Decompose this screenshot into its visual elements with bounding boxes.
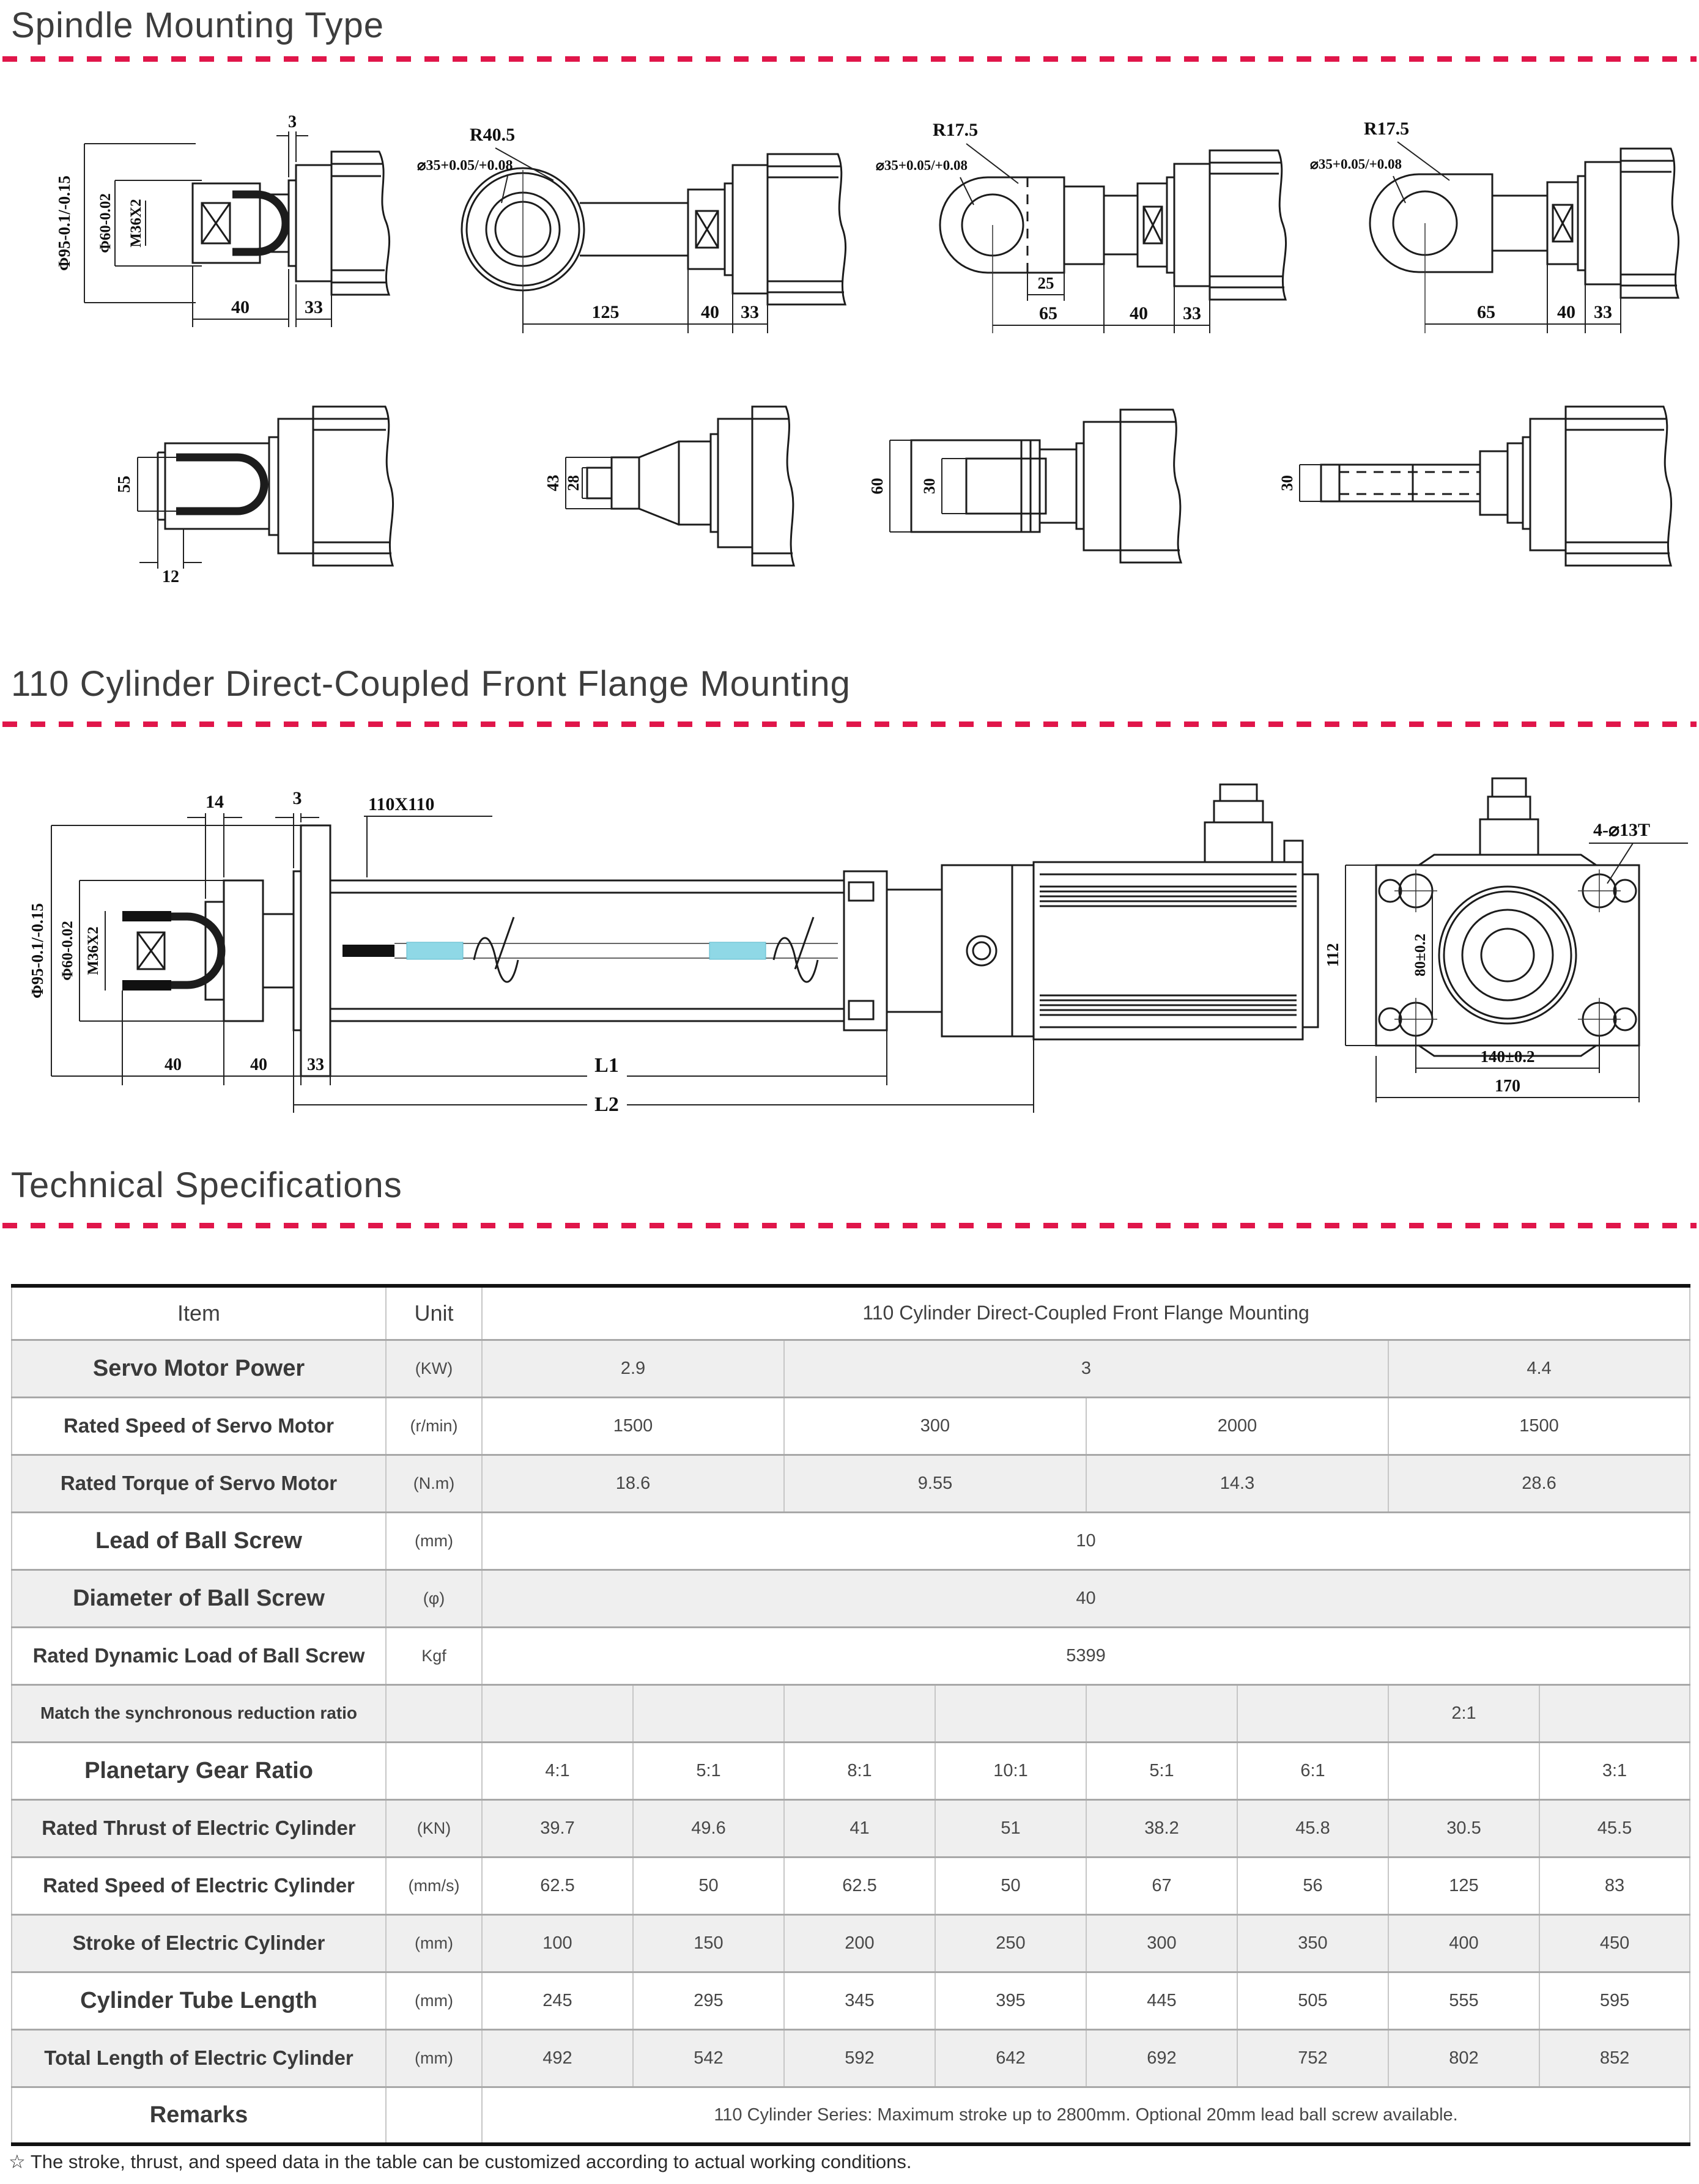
cell-value: 852 [1539,2029,1690,2087]
cell-value: 445 [1086,1972,1237,2029]
cell-value: 83 [1539,1857,1690,1914]
cell-value: 642 [935,2029,1086,2087]
cell-value [1086,1684,1237,1742]
cell-value: 592 [784,2029,935,2087]
col-header-item: Item [12,1286,386,1340]
table-row [12,1742,1690,1799]
cell-item: Remarks [12,2087,386,2144]
cell-value: 125 [1388,1857,1539,1914]
cell-unit: Kgf [386,1627,482,1684]
spec-table [11,1284,1690,2146]
cell-value: 100 [482,1914,633,1972]
cell-value [935,1684,1086,1742]
dim-label: 3 [288,113,297,131]
cell-value: 300 [784,1397,1086,1455]
cell-value: 595 [1539,1972,1690,2029]
cell-unit: (N.m) [386,1455,482,1512]
dim-label: R17.5 [1364,119,1410,139]
cell-value: 28.6 [1388,1455,1690,1512]
cell-item: Stroke of Electric Cylinder [12,1914,386,1972]
cell-value: 62.5 [482,1857,633,1914]
table-header-row [12,1286,1690,1340]
cell-value [1237,1684,1388,1742]
cell-value: 10:1 [935,1742,1086,1799]
table-row [12,1627,1690,1684]
table-row [12,1972,1690,2029]
cell-value: 295 [633,1972,784,2029]
drawing-rod-eye-mount [416,98,856,349]
drawing-clevis-eye-offset [875,98,1303,349]
cell-value: 542 [633,2029,784,2087]
dim-label: 3 [292,788,302,808]
dim-label: 140±0.2 [1480,1047,1535,1066]
drawing-clevis-eye [1309,98,1694,349]
cell-remarks: 110 Cylinder Series: Maximum stroke up to 2800mm. Optional 20mm lead ball screw available. [482,2087,1690,2144]
drawing-threaded-spindle-side [49,98,398,349]
cell-unit: (r/min) [386,1397,482,1455]
dim-label: 33 [741,302,759,322]
red-dashed-divider [2,1223,1697,1228]
dim-label: 170 [1495,1077,1520,1096]
cell-unit: (mm) [386,1972,482,2029]
cell-value: 350 [1237,1914,1388,1972]
cell-value: 40 [482,1570,1690,1627]
cell-item: Rated Speed of Servo Motor [12,1397,386,1455]
table-row [12,1512,1690,1570]
cell-value [482,1684,633,1742]
cell-value: 5399 [482,1627,1690,1684]
cell-item: Planetary Gear Ratio [12,1742,386,1799]
dim-label: 43 [544,474,562,492]
cell-value: 400 [1388,1914,1539,1972]
cell-value: 245 [482,1972,633,2029]
dim-label: 28 [564,475,582,491]
footnote: ☆ The stroke, thrust, and speed data in the table can be customized according to actual working conditions. [9,2151,912,2172]
cell-value: 56 [1237,1857,1388,1914]
cell-unit: (mm) [386,1914,482,1972]
cell-item: Rated Speed of Electric Cylinder [12,1857,386,1914]
dim-label: ⌀35+0.05/+0.08 [417,158,513,174]
cell-value: 10 [482,1512,1690,1570]
dim-label: 33 [1183,303,1201,323]
cell-value: 3:1 [1539,1742,1690,1799]
cell-value: 250 [935,1914,1086,1972]
cell-item: Rated Torque of Servo Motor [12,1455,386,1512]
cell-value: 49.6 [633,1799,784,1857]
cell-value: 2000 [1086,1397,1388,1455]
dim-label: 40 [1130,303,1148,323]
dim-label: 33 [307,1055,324,1074]
table-row [12,1455,1690,1512]
cell-value [633,1684,784,1742]
dim-label: 125 [591,302,620,322]
drawing-cylinder-assembly [24,767,1688,1116]
cell-item: Servo Motor Power [12,1340,386,1397]
cell-value: 802 [1388,2029,1539,2087]
cell-item: Rated Dynamic Load of Ball Screw [12,1627,386,1684]
dim-label: 33 [1594,302,1612,322]
cell-value: 150 [633,1914,784,1972]
cell-value: 41 [784,1799,935,1857]
cell-value: 8:1 [784,1742,935,1799]
drawing-threaded-rod [1260,385,1688,587]
cell-value [1388,1742,1539,1799]
cell-value: 50 [935,1857,1086,1914]
section-title-flange-mounting: 110 Cylinder Direct-Coupled Front Flange Mounting [11,664,851,704]
dim-label: 40 [1557,302,1575,322]
cell-unit: (KW) [386,1340,482,1397]
cell-value: 1500 [1388,1397,1690,1455]
cell-value: 18.6 [482,1455,784,1512]
table-row [12,2029,1690,2087]
drawing-stud-end [428,385,807,587]
section-title-spindle-mounting: Spindle Mounting Type [11,6,385,45]
dim-label: M36X2 [128,199,144,248]
dim-label: M36X2 [85,926,102,975]
table-row [12,2087,1690,2144]
cell-value: 345 [784,1972,935,2029]
cell-value: 45.8 [1237,1799,1388,1857]
cell-value: 5:1 [1086,1742,1237,1799]
cell-value: 50 [633,1857,784,1914]
cell-value: 45.5 [1539,1799,1690,1857]
dim-label: Φ95-0.1/-0.15 [28,903,46,998]
table-row [12,1397,1690,1455]
cell-item: Rated Thrust of Electric Cylinder [12,1799,386,1857]
dim-label: 55 [115,476,134,493]
cell-value: 30.5 [1388,1799,1539,1857]
dim-label: 40 [231,297,250,317]
cell-value: 2.9 [482,1340,784,1397]
dim-label: ⌀35+0.05/+0.08 [876,158,968,173]
dim-label: 112 [1323,943,1342,967]
cell-value: 38.2 [1086,1799,1237,1857]
cell-value: 1500 [482,1397,784,1455]
cell-value: 5:1 [633,1742,784,1799]
cell-value: 39.7 [482,1799,633,1857]
dim-label: 110X110 [368,794,435,814]
dim-label: L1 [594,1054,619,1077]
cell-unit: (mm) [386,2029,482,2087]
cell-value: 51 [935,1799,1086,1857]
dim-label: 60 [868,478,886,495]
spec-table-wrap [11,1284,1690,2146]
section-title-technical-specifications: Technical Specifications [11,1165,402,1205]
cell-value: 200 [784,1914,935,1972]
cell-value: 300 [1086,1914,1237,1972]
dim-label: 12 [162,567,179,586]
cell-unit [386,2087,482,2144]
dim-label: R17.5 [933,120,979,140]
red-dashed-divider [2,56,1697,62]
dim-label: 14 [205,792,224,812]
cell-value: 9.55 [784,1455,1086,1512]
dim-label: 25 [1037,274,1054,292]
cell-value: 6:1 [1237,1742,1388,1799]
dim-label: ⌀35+0.05/+0.08 [1310,157,1402,172]
cell-unit: (mm/s) [386,1857,482,1914]
cell-value: 3 [784,1340,1388,1397]
cell-value: 492 [482,2029,633,2087]
cell-value: 4.4 [1388,1340,1690,1397]
dim-label: 40 [165,1055,182,1074]
dim-label: 33 [305,297,323,317]
table-row [12,1340,1690,1397]
cell-item: Diameter of Ball Screw [12,1570,386,1627]
dim-label: Φ60-0.02 [59,921,76,981]
table-row [12,1799,1690,1857]
cell-value: 555 [1388,1972,1539,2029]
table-row [12,1684,1690,1742]
dim-label: Φ95-0.1/-0.15 [55,175,73,271]
table-row [12,1857,1690,1914]
cell-value: 692 [1086,2029,1237,2087]
dim-label: 4-⌀13T [1593,820,1651,840]
cell-unit [386,1684,482,1742]
dim-label: 65 [1477,302,1495,322]
drawing-fork-clevis [820,385,1199,587]
dim-label: 40 [701,302,719,322]
table-row [12,1570,1690,1627]
cell-value: 4:1 [482,1742,633,1799]
red-dashed-divider [2,721,1697,727]
cell-value [784,1684,935,1742]
drawing-female-thread-socket [86,385,416,587]
cell-item: Cylinder Tube Length [12,1972,386,2029]
cell-value: 752 [1237,2029,1388,2087]
dim-label: 30 [1278,475,1296,491]
cell-value: 14.3 [1086,1455,1388,1512]
table-row [12,1914,1690,1972]
cell-unit [386,1742,482,1799]
cell-unit: (mm) [386,1512,482,1570]
dim-label: 30 [920,478,938,494]
cell-value: 450 [1539,1914,1690,1972]
dim-label: R40.5 [470,125,516,145]
col-header-group: 110 Cylinder Direct-Coupled Front Flange Mounting [482,1286,1690,1340]
cell-value: 67 [1086,1857,1237,1914]
dim-label: L2 [594,1093,619,1116]
cell-item: Match the synchronous reduction ratio [12,1684,386,1742]
cell-value: 505 [1237,1972,1388,2029]
dim-label: Φ60-0.02 [97,193,114,253]
col-header-unit: Unit [386,1286,482,1340]
dim-label: 40 [250,1055,267,1074]
cell-value: 2:1 [1388,1684,1539,1742]
cell-value: 62.5 [784,1857,935,1914]
cell-value: 395 [935,1972,1086,2029]
cell-item: Total Length of Electric Cylinder [12,2029,386,2087]
cell-value [1539,1684,1690,1742]
dim-label: 65 [1039,303,1057,323]
cell-unit: (KN) [386,1799,482,1857]
cell-unit: (φ) [386,1570,482,1627]
cell-item: Lead of Ball Screw [12,1512,386,1570]
dim-label: 80±0.2 [1412,934,1429,976]
